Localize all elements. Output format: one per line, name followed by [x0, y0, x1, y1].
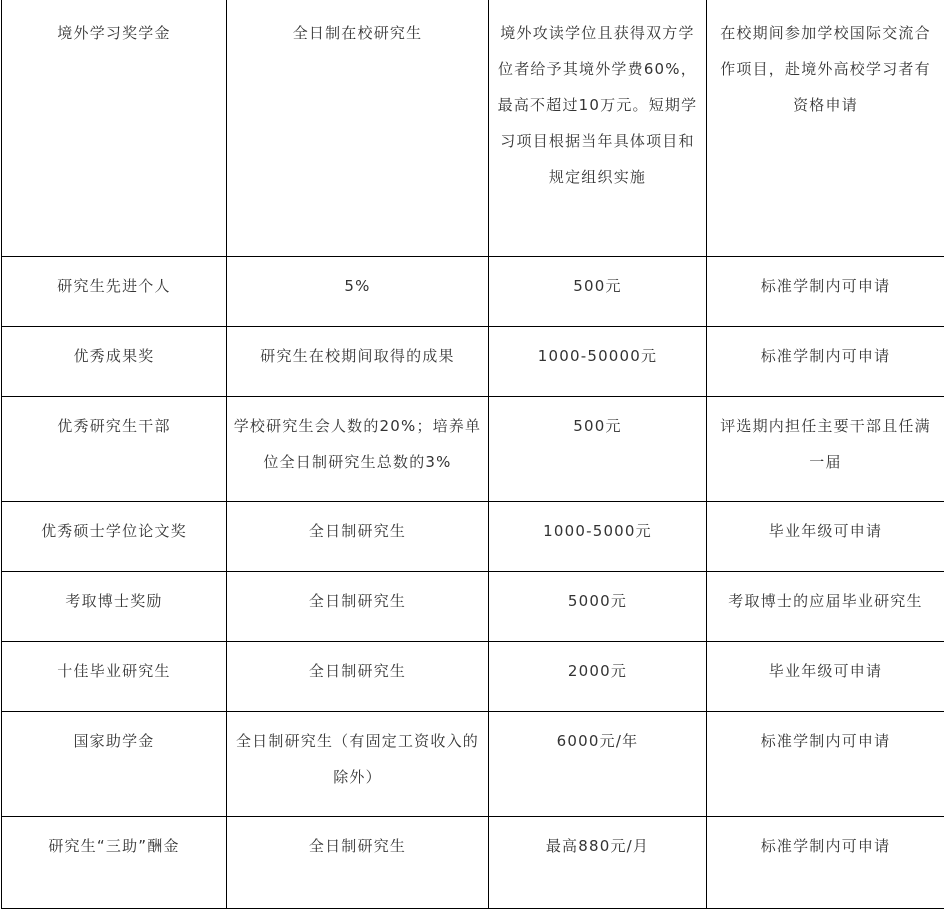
cell-eligible-scope: 全日制研究生（有固定工资收入的除外） — [227, 712, 489, 817]
cell-award-amount: 500元 — [489, 397, 707, 502]
cell-award-name: 研究生先进个人 — [2, 257, 227, 327]
table-row — [2, 257, 944, 327]
table-row — [2, 712, 944, 817]
cell-award-amount: 6000元/年 — [489, 712, 707, 817]
cell-eligible-scope: 全日制在校研究生 — [227, 0, 489, 257]
cell-apply-condition: 标准学制内可申请 — [707, 712, 944, 817]
cell-award-amount: 500元 — [489, 257, 707, 327]
cell-apply-condition: 毕业年级可申请 — [707, 502, 944, 572]
cell-award-name: 研究生“三助”酬金 — [2, 817, 227, 909]
cell-apply-condition: 评选期内担任主要干部且任满一届 — [707, 397, 944, 502]
cell-award-amount: 5000元 — [489, 572, 707, 642]
scholarship-table — [1, 0, 944, 909]
cell-award-amount: 1000-5000元 — [489, 502, 707, 572]
cell-award-amount: 最高880元/月 — [489, 817, 707, 909]
cell-award-name: 境外学习奖学金 — [2, 0, 227, 257]
table-row — [2, 817, 944, 909]
cell-apply-condition: 在校期间参加学校国际交流合作项目，赴境外高校学习者有资格申请 — [707, 0, 944, 257]
cell-award-name: 优秀硕士学位论文奖 — [2, 502, 227, 572]
cell-eligible-scope: 5% — [227, 257, 489, 327]
cell-award-name: 考取博士奖励 — [2, 572, 227, 642]
cell-award-amount: 1000-50000元 — [489, 327, 707, 397]
cell-award-name: 十佳毕业研究生 — [2, 642, 227, 712]
table-row — [2, 397, 944, 502]
cell-award-name: 优秀成果奖 — [2, 327, 227, 397]
cell-apply-condition: 考取博士的应届毕业研究生 — [707, 572, 944, 642]
table-row — [2, 572, 944, 642]
cell-eligible-scope: 学校研究生会人数的20%；培养单位全日制研究生总数的3% — [227, 397, 489, 502]
cell-apply-condition: 标准学制内可申请 — [707, 817, 944, 909]
cell-apply-condition: 标准学制内可申请 — [707, 257, 944, 327]
cell-apply-condition: 标准学制内可申请 — [707, 327, 944, 397]
cell-apply-condition: 毕业年级可申请 — [707, 642, 944, 712]
cell-award-name: 优秀研究生干部 — [2, 397, 227, 502]
table-row — [2, 502, 944, 572]
cell-award-name: 国家助学金 — [2, 712, 227, 817]
table-row — [2, 327, 944, 397]
cell-eligible-scope: 研究生在校期间取得的成果 — [227, 327, 489, 397]
table-row — [2, 642, 944, 712]
cell-eligible-scope: 全日制研究生 — [227, 817, 489, 909]
cell-eligible-scope: 全日制研究生 — [227, 642, 489, 712]
cell-award-amount: 2000元 — [489, 642, 707, 712]
cell-award-amount: 境外攻读学位且获得双方学位者给予其境外学费60%，最高不超过10万元。短期学习项目根据当年具体项目和规定组织实施 — [489, 0, 707, 257]
table-row — [2, 0, 944, 257]
cell-eligible-scope: 全日制研究生 — [227, 502, 489, 572]
cell-eligible-scope: 全日制研究生 — [227, 572, 489, 642]
